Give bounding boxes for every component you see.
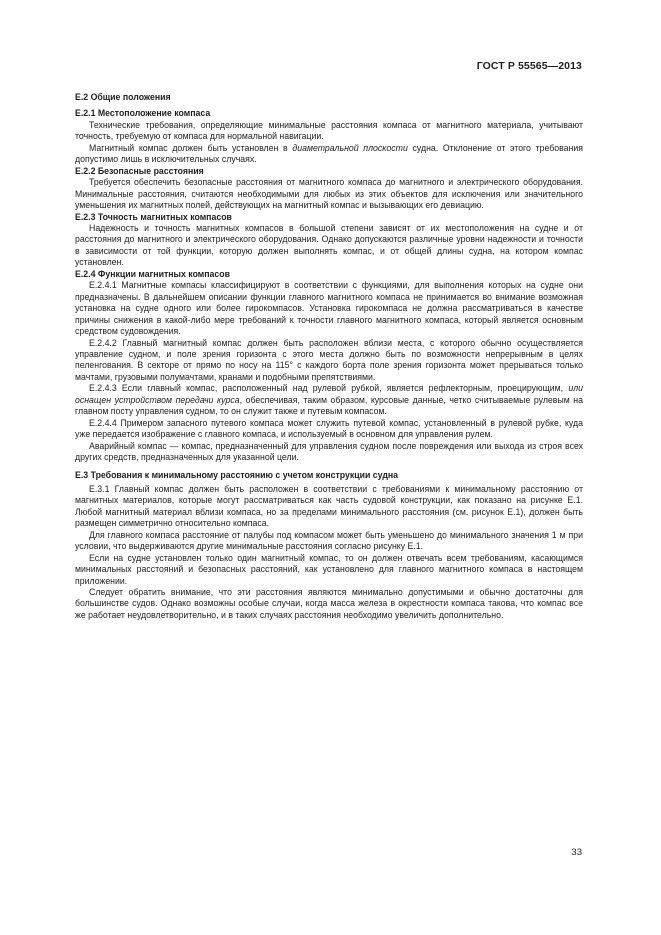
section-e24-paragraph-3: [75, 383, 583, 417]
section-e23-paragraph-1: Надежность и точность магнитных компасов в большой степени зависят от их местоположения на судне и от расстояния до магнитного и электрического оборудования. Однако допускаются различные уровни надежности и точности в зависимости от той функции, которую должен выполнять компас, и от общей длины судна, на котором компас установлен.: [75, 222, 583, 268]
section-e22-title: Е.2.2 Безопасные расстояния: [75, 165, 204, 176]
section-e3-paragraph-1: Е.3.1 Главный компас должен быть расположен в соответствии с требованиями к минимальному расстоянию от магнитных материалов, которые могут рассматриваться как часть судовой конструкции, как показано на рисунке Е.1. Любой магнитный материал вблизи компаса, но за пределами минимального расстояния (см. рисунок Е.1), должен быть размещен симметрично относительно компаса.: [75, 483, 583, 529]
section-e21-p2-text-after: судна. Отклонение от этого требования допустимо лишь в исключительных случаях.: [75, 142, 583, 165]
section-e24-paragraph-5: Аварийный компас — компас, предназначенный для управления судном после повреждения или выхода из строя всех других средств, предназначенных для указанной цели.: [75, 440, 583, 463]
section-e3-paragraph-4: Следует обратить внимание, что эти расстояния являются минимально допустимыми и обычно достаточны для большинстве судов. Однако возможны особые случаи, когда масса железа в окрестности компаса такова, что компас все же работает неудовлетворительно, и в таких случаях расстояния необходимо увеличить дополнительно.: [75, 587, 583, 620]
section-e24-paragraph-2: Е.2.4.2 Главный магнитный компас должен быть расположен вблизи места, с которого обычно осуществляется управление судном, и поле зрения горизонта с этого места должно быть по возможности непрерывным в целях пеленгования. В секторе от прямо по носу на 115° с каждого борта поле зрения горизонта может прерываться только мачтами, грузовыми полумачтами, кранами и подобными препятствиями.: [75, 337, 583, 382]
section-e21-title: Е.2.1 Местоположение компаса: [75, 108, 211, 119]
section-e3-title: Е.3 Требования к минимальному расстоянию с учетом конструкции судна: [75, 469, 399, 480]
document-standard-header: ГОСТ Р 55565—2013: [476, 60, 582, 72]
section-e21-paragraph-1: Технические требования, определяющие минимальные расстояния компаса от магнитного материала, учитывают точность, требуемую от компаса для нормальной навигации.: [75, 119, 583, 142]
section-e22-paragraph-1: Требуется обеспечить безопасные расстояния от магнитного компаса до магнитного и электрического оборудования. Минимальные расстояния, считаются необходимыми для любых из этих объектов для исключения или значительного уменьшения их магнитных полей, действующих на магнитный компас и вызывающих его девиацию.: [75, 177, 583, 211]
section-e21-p2-text-before: Магнитный компас должен быть установлен в: [89, 142, 293, 153]
section-e24-p3-text-before: Е.2.4.3 Если главный компас, расположенный над рулевой рубкой, является рефлекторным, проецирующим,: [89, 383, 569, 394]
section-e24-title: Е.2.4 Функции магнитных компасов: [75, 268, 231, 279]
section-e2-title: Е.2 Общие положения: [75, 92, 171, 102]
section-e24-p3-emphasis: или оснащен устройством передачи курса: [75, 383, 583, 405]
section-e21-paragraph-2: [75, 143, 583, 166]
document-body: [75, 92, 583, 621]
section-e24-paragraph-1: Е.2.4.1 Магнитные компасы классифицируют в соответствии с функциями, для выполнения которых на судне они предназначены. В дальнейшем описании функции главного магнитного компаса не принимается во внимание возможная установка на судне одного или более гирокомпасов. Установка гирокомпаса не должна рассматриваться в качестве причины снижения в какой-либо мере требований к точности главного магнитного компаса, который является основным средством судовождения.: [75, 280, 583, 337]
section-e3-paragraph-2: Для главного компаса расстояние от палубы под компасом может быть уменьшено до минимального значения 1 м при условии, что выдерживаются другие минимальные расстояния согласно рисунку Е.1.: [75, 529, 583, 552]
section-e24-p3-text-after: , обеспечивая, таким образом, курсовые данные, четко считываемые рулевым на главном посту управления судном, то он служит также и путевым компасом.: [75, 394, 584, 417]
page-number: 33: [571, 847, 582, 858]
section-e21-p2-emphasis: диаметральной плоскости: [292, 142, 408, 153]
section-e23-title: Е.2.3 Точность магнитных компасов: [75, 211, 232, 222]
section-e24-paragraph-4: Е.2.4.4 Примером запасного путевого компаса может служить путевой компас, установленный в рулевой рубке, куда уже передается изображение с главного компаса, и используемый в основном для управления рулем.: [75, 417, 583, 440]
section-e3-paragraph-3: Если на судне установлен только один магнитный компас, то он должен отвечать всем требованиям, касающимся минимальных расстояний и безопасных расстояний, как установлено для главного магнитного компаса в настоящем приложении.: [75, 552, 583, 586]
